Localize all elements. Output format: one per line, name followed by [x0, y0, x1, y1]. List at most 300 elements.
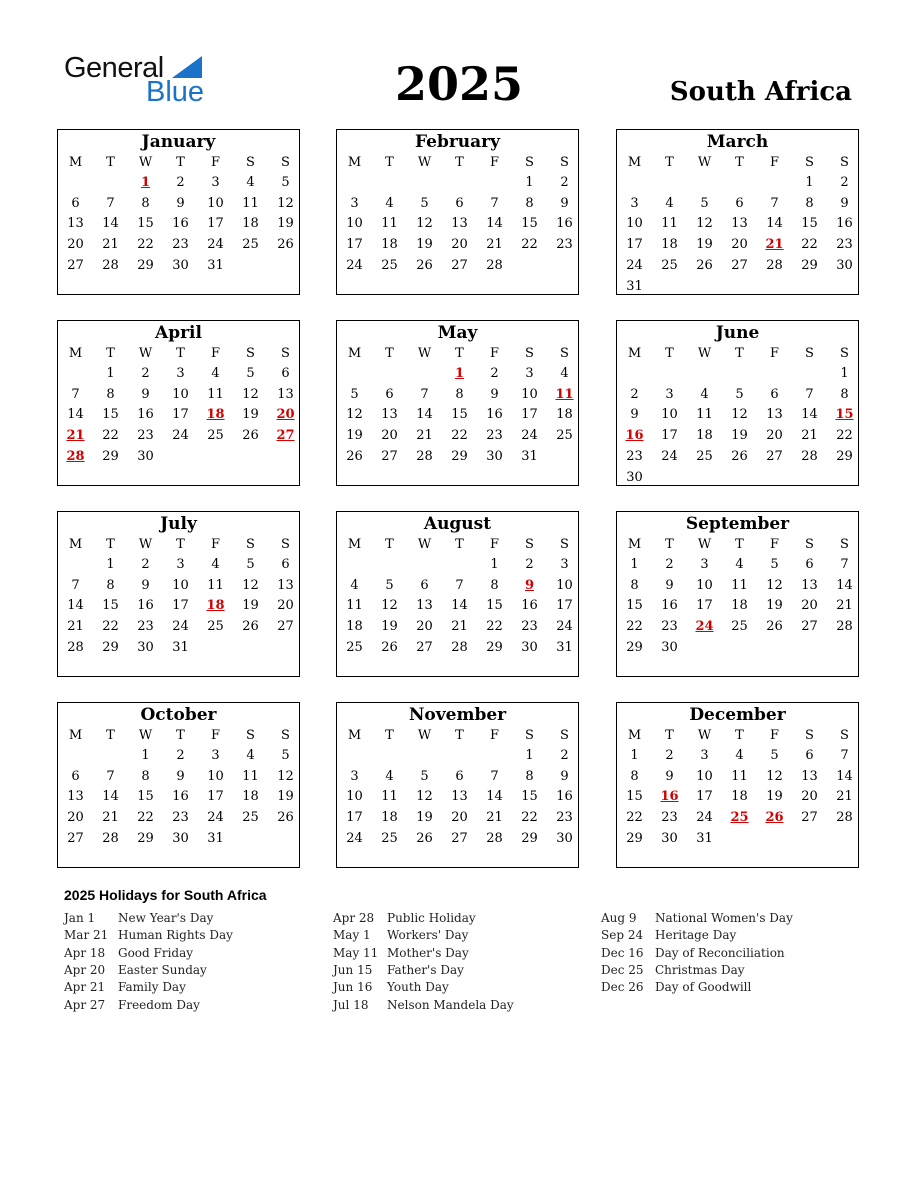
- day-cell: 2: [176, 175, 185, 190]
- weekday-header: S: [805, 537, 814, 552]
- day-cell: 22: [102, 619, 119, 635]
- day-cell: 31: [172, 639, 189, 655]
- day-cell: 1: [141, 748, 150, 763]
- day-cell: 29: [451, 448, 468, 464]
- weekday-header: S: [840, 728, 849, 743]
- day-cell: 3: [211, 748, 220, 763]
- day-cell: 7: [71, 577, 80, 593]
- day-cell: 24: [626, 257, 643, 273]
- weekday-header: T: [455, 155, 464, 170]
- day-cell: 18: [242, 216, 259, 232]
- day-cell: 30: [486, 448, 503, 464]
- day-cell: 29: [836, 448, 853, 464]
- day-cell: 16: [172, 789, 189, 805]
- day-cell: 28: [451, 639, 468, 655]
- day-cell: 12: [766, 577, 783, 593]
- day-cell: 22: [102, 428, 119, 444]
- day-cell: 30: [626, 469, 643, 485]
- day-cell: 19: [346, 428, 363, 444]
- day-cell: 2: [665, 748, 674, 763]
- day-cell: 13: [67, 216, 84, 232]
- weekday-header: S: [805, 728, 814, 743]
- weekday-header: M: [68, 346, 83, 361]
- weekday-header: M: [68, 155, 83, 170]
- day-cell: 10: [661, 407, 678, 423]
- day-cell: 7: [106, 768, 115, 784]
- holiday-date: Apr 18: [64, 945, 106, 960]
- day-cell: 27: [451, 257, 468, 273]
- day-cell: 20: [731, 237, 748, 253]
- day-cell: 14: [486, 789, 503, 805]
- day-cell: 28: [486, 257, 503, 273]
- weekday-header: F: [210, 346, 221, 361]
- day-cell: 23: [661, 810, 678, 826]
- day-cell: 16: [172, 216, 189, 232]
- weekday-header: T: [735, 155, 744, 170]
- month-march: [616, 129, 859, 295]
- day-cell: 23: [556, 237, 573, 253]
- holiday-name: Father's Day: [387, 962, 464, 977]
- day-cell: 23: [172, 237, 189, 253]
- day-cell: 6: [805, 557, 814, 572]
- day-cell: 12: [277, 195, 294, 211]
- day-cell: 23: [626, 448, 643, 464]
- weekday-header: S: [560, 537, 569, 552]
- day-cell: 5: [420, 768, 429, 784]
- day-cell: 9: [665, 577, 674, 593]
- day-cell: 27: [801, 619, 818, 635]
- day-cell: 1: [630, 748, 639, 763]
- day-cell: 19: [416, 810, 433, 826]
- holiday-day-cell: 1: [454, 366, 465, 381]
- weekday-header: S: [281, 728, 290, 743]
- day-cell: 7: [420, 386, 429, 402]
- day-cell: 15: [137, 789, 154, 805]
- day-cell: 16: [556, 216, 573, 232]
- holiday-name: Christmas Day: [655, 962, 745, 977]
- day-cell: 13: [277, 577, 294, 593]
- day-cell: 23: [137, 619, 154, 635]
- weekday-header: S: [281, 155, 290, 170]
- day-cell: 18: [696, 428, 713, 444]
- weekday-header: W: [417, 155, 432, 170]
- day-cell: 29: [102, 639, 119, 655]
- weekday-header: F: [489, 537, 500, 552]
- day-cell: 4: [735, 557, 744, 572]
- day-cell: 2: [141, 557, 150, 572]
- day-cell: 19: [766, 598, 783, 614]
- holiday-name: Heritage Day: [655, 928, 737, 943]
- weekday-header: T: [735, 728, 744, 743]
- month-august: [336, 511, 579, 677]
- day-cell: 22: [486, 619, 503, 635]
- month-september: [616, 511, 859, 677]
- weekday-header: F: [210, 537, 221, 552]
- holiday-name: National Women's Day: [655, 911, 793, 925]
- day-cell: 18: [556, 407, 573, 423]
- day-cell: 20: [801, 789, 818, 805]
- day-cell: 1: [630, 557, 639, 572]
- day-cell: 30: [137, 639, 154, 655]
- day-cell: 9: [560, 768, 569, 784]
- day-cell: 22: [521, 810, 538, 826]
- day-cell: 1: [805, 175, 814, 190]
- day-cell: 4: [211, 366, 220, 381]
- holiday-date: May 1: [333, 928, 371, 943]
- weekday-header: F: [489, 728, 500, 743]
- day-cell: 29: [137, 257, 154, 273]
- weekday-header: T: [106, 155, 115, 170]
- day-cell: 22: [836, 428, 853, 444]
- day-cell: 17: [696, 598, 713, 614]
- holiday-date: Jun 15: [333, 962, 373, 977]
- day-cell: 21: [486, 237, 503, 253]
- holiday-day-cell: 27: [276, 428, 295, 444]
- day-cell: 27: [731, 257, 748, 273]
- holiday-name: Human Rights Day: [118, 928, 233, 943]
- day-cell: 11: [207, 386, 224, 402]
- day-cell: 3: [176, 366, 185, 381]
- holiday-name: Freedom Day: [118, 997, 200, 1012]
- day-cell: 21: [102, 237, 119, 253]
- day-cell: 3: [630, 195, 639, 211]
- day-cell: 26: [416, 830, 433, 846]
- day-cell: 22: [626, 619, 643, 635]
- day-cell: 7: [490, 195, 499, 211]
- day-cell: 17: [521, 407, 538, 423]
- holiday-name: Public Holiday: [387, 911, 476, 925]
- day-cell: 2: [840, 175, 849, 190]
- day-cell: 31: [556, 639, 573, 655]
- day-cell: 22: [626, 810, 643, 826]
- day-cell: 29: [626, 830, 643, 846]
- day-cell: 29: [102, 448, 119, 464]
- day-cell: 5: [281, 175, 290, 190]
- day-cell: 8: [840, 386, 849, 402]
- day-cell: 23: [556, 810, 573, 826]
- day-cell: 27: [381, 448, 398, 464]
- month-name: March: [706, 132, 769, 152]
- day-cell: 19: [277, 789, 294, 805]
- weekday-header: W: [697, 346, 712, 361]
- day-cell: 24: [172, 619, 189, 635]
- day-cell: 2: [490, 366, 499, 381]
- day-cell: 11: [381, 789, 398, 805]
- day-cell: 14: [416, 407, 433, 423]
- weekday-header: S: [246, 155, 255, 170]
- weekday-header: T: [385, 728, 394, 743]
- day-cell: 5: [700, 195, 709, 211]
- day-cell: 26: [381, 639, 398, 655]
- holiday-date: Dec 26: [601, 980, 644, 995]
- holiday-day-cell: 18: [206, 598, 225, 614]
- day-cell: 11: [381, 216, 398, 232]
- weekday-header: W: [138, 346, 153, 361]
- day-cell: 1: [840, 366, 849, 381]
- day-cell: 12: [696, 216, 713, 232]
- day-cell: 30: [661, 830, 678, 846]
- day-cell: 28: [801, 448, 818, 464]
- day-cell: 31: [207, 830, 224, 846]
- weekday-header: T: [665, 346, 674, 361]
- weekday-header: T: [176, 728, 185, 743]
- weekday-header: T: [455, 537, 464, 552]
- weekday-header: S: [840, 346, 849, 361]
- day-cell: 11: [242, 195, 259, 211]
- day-cell: 14: [766, 216, 783, 232]
- month-name: June: [715, 323, 760, 343]
- weekday-header: S: [525, 537, 534, 552]
- day-cell: 4: [385, 195, 394, 211]
- day-cell: 4: [246, 175, 255, 190]
- day-cell: 11: [696, 407, 713, 423]
- day-cell: 27: [277, 619, 294, 635]
- day-cell: 19: [696, 237, 713, 253]
- month-april: [57, 320, 300, 486]
- day-cell: 10: [521, 386, 538, 402]
- month-december: [616, 702, 859, 868]
- day-cell: 2: [665, 557, 674, 572]
- day-cell: 27: [67, 257, 84, 273]
- day-cell: 21: [451, 619, 468, 635]
- day-cell: 10: [172, 386, 189, 402]
- weekday-header: S: [840, 155, 849, 170]
- day-cell: 30: [172, 257, 189, 273]
- day-cell: 14: [801, 407, 818, 423]
- holiday-date: Dec 25: [601, 962, 644, 977]
- day-cell: 15: [102, 407, 119, 423]
- weekday-header: T: [106, 728, 115, 743]
- day-cell: 10: [696, 768, 713, 784]
- holiday-name: Day of Reconciliation: [655, 945, 785, 960]
- day-cell: 3: [700, 748, 709, 763]
- day-cell: 13: [451, 216, 468, 232]
- day-cell: 30: [556, 830, 573, 846]
- day-cell: 10: [696, 577, 713, 593]
- day-cell: 25: [242, 810, 259, 826]
- weekday-header: T: [735, 346, 744, 361]
- day-cell: 1: [490, 557, 499, 572]
- day-cell: 3: [665, 386, 674, 402]
- weekday-header: F: [210, 728, 221, 743]
- weekday-header: T: [385, 537, 394, 552]
- day-cell: 7: [71, 386, 80, 402]
- day-cell: 24: [521, 428, 538, 444]
- day-cell: 27: [416, 639, 433, 655]
- day-cell: 2: [630, 386, 639, 402]
- holiday-date: Jan 1: [64, 911, 96, 925]
- day-cell: 11: [207, 577, 224, 593]
- day-cell: 16: [137, 407, 154, 423]
- day-cell: 26: [277, 237, 294, 253]
- day-cell: 11: [731, 577, 748, 593]
- day-cell: 5: [385, 577, 394, 593]
- day-cell: 14: [486, 216, 503, 232]
- day-cell: 24: [696, 810, 713, 826]
- holiday-day-cell: 15: [835, 407, 854, 423]
- holiday-date: Sep 24: [601, 928, 644, 943]
- day-cell: 13: [416, 598, 433, 614]
- day-cell: 24: [207, 237, 224, 253]
- day-cell: 3: [560, 557, 569, 572]
- day-cell: 19: [242, 407, 259, 423]
- day-cell: 9: [176, 195, 185, 211]
- day-cell: 9: [176, 768, 185, 784]
- day-cell: 22: [137, 810, 154, 826]
- holiday-name: Workers' Day: [387, 928, 469, 943]
- day-cell: 1: [106, 366, 115, 381]
- holiday-day-cell: 24: [695, 619, 714, 635]
- day-cell: 23: [486, 428, 503, 444]
- day-cell: 4: [246, 748, 255, 763]
- month-february: [336, 129, 579, 295]
- weekday-header: W: [697, 728, 712, 743]
- month-name: August: [423, 514, 492, 534]
- day-cell: 3: [176, 557, 185, 572]
- day-cell: 7: [770, 195, 779, 211]
- day-cell: 15: [137, 216, 154, 232]
- day-cell: 28: [486, 830, 503, 846]
- holiday-name: Mother's Day: [387, 945, 469, 960]
- day-cell: 17: [626, 237, 643, 253]
- day-cell: 11: [661, 216, 678, 232]
- day-cell: 10: [346, 789, 363, 805]
- holiday-name: Day of Goodwill: [655, 980, 752, 995]
- weekday-header: T: [176, 155, 185, 170]
- day-cell: 27: [801, 810, 818, 826]
- holiday-day-cell: 28: [66, 448, 85, 464]
- day-cell: 15: [521, 789, 538, 805]
- day-cell: 17: [661, 428, 678, 444]
- day-cell: 15: [486, 598, 503, 614]
- day-cell: 21: [836, 789, 853, 805]
- day-cell: 14: [67, 598, 84, 614]
- logo-text-general: General: [64, 52, 164, 84]
- weekday-header: S: [560, 346, 569, 361]
- weekday-header: S: [525, 728, 534, 743]
- day-cell: 25: [731, 619, 748, 635]
- day-cell: 2: [525, 557, 534, 572]
- day-cell: 17: [556, 598, 573, 614]
- day-cell: 26: [766, 619, 783, 635]
- holiday-day-cell: 21: [765, 237, 784, 253]
- day-cell: 2: [141, 366, 150, 381]
- weekday-header: F: [769, 537, 780, 552]
- weekday-header: M: [347, 346, 362, 361]
- weekday-header: T: [665, 537, 674, 552]
- day-cell: 30: [661, 639, 678, 655]
- weekday-header: W: [417, 728, 432, 743]
- holidays-heading: 2025 Holidays for South Africa: [64, 887, 267, 903]
- weekday-header: M: [68, 728, 83, 743]
- month-name: April: [155, 323, 202, 343]
- day-cell: 7: [106, 195, 115, 211]
- holiday-name: New Year's Day: [118, 911, 214, 925]
- day-cell: 3: [211, 175, 220, 190]
- weekday-header: S: [525, 346, 534, 361]
- day-cell: 24: [172, 428, 189, 444]
- month-name: January: [141, 132, 216, 152]
- weekday-header: S: [560, 728, 569, 743]
- day-cell: 21: [801, 428, 818, 444]
- day-cell: 20: [766, 428, 783, 444]
- day-cell: 30: [521, 639, 538, 655]
- day-cell: 1: [106, 557, 115, 572]
- day-cell: 4: [385, 768, 394, 784]
- holiday-name: Easter Sunday: [118, 962, 207, 977]
- day-cell: 12: [416, 216, 433, 232]
- day-cell: 20: [67, 810, 84, 826]
- day-cell: 16: [836, 216, 853, 232]
- day-cell: 2: [560, 175, 569, 190]
- month-name: December: [689, 705, 786, 725]
- day-cell: 21: [416, 428, 433, 444]
- day-cell: 11: [346, 598, 363, 614]
- holiday-date: Apr 27: [64, 997, 106, 1012]
- day-cell: 11: [242, 768, 259, 784]
- day-cell: 20: [277, 598, 294, 614]
- holiday-date: Apr 20: [64, 962, 106, 977]
- day-cell: 16: [661, 598, 678, 614]
- day-cell: 5: [420, 195, 429, 211]
- day-cell: 29: [521, 830, 538, 846]
- day-cell: 20: [451, 237, 468, 253]
- day-cell: 6: [71, 768, 80, 784]
- day-cell: 12: [242, 577, 259, 593]
- day-cell: 30: [172, 830, 189, 846]
- day-cell: 26: [346, 448, 363, 464]
- weekday-header: W: [138, 728, 153, 743]
- day-cell: 8: [630, 768, 639, 784]
- day-cell: 13: [381, 407, 398, 423]
- day-cell: 3: [350, 768, 359, 784]
- weekday-header: T: [385, 155, 394, 170]
- day-cell: 14: [102, 216, 119, 232]
- day-cell: 24: [346, 830, 363, 846]
- day-cell: 26: [416, 257, 433, 273]
- day-cell: 15: [801, 216, 818, 232]
- day-cell: 4: [700, 386, 709, 402]
- day-cell: 16: [137, 598, 154, 614]
- weekday-header: M: [347, 728, 362, 743]
- day-cell: 19: [277, 216, 294, 232]
- holiday-date: Jun 16: [333, 980, 373, 995]
- day-cell: 1: [525, 748, 534, 763]
- day-cell: 25: [696, 448, 713, 464]
- day-cell: 30: [137, 448, 154, 464]
- weekday-header: W: [697, 155, 712, 170]
- weekday-header: M: [627, 728, 642, 743]
- day-cell: 24: [556, 619, 573, 635]
- month-name: February: [414, 132, 500, 152]
- holiday-date: Mar 21: [64, 928, 109, 943]
- day-cell: 15: [521, 216, 538, 232]
- day-cell: 6: [281, 557, 290, 572]
- day-cell: 5: [350, 386, 359, 402]
- day-cell: 19: [242, 598, 259, 614]
- weekday-header: S: [246, 728, 255, 743]
- day-cell: 21: [836, 598, 853, 614]
- day-cell: 12: [242, 386, 259, 402]
- day-cell: 5: [770, 557, 779, 572]
- day-cell: 30: [836, 257, 853, 273]
- weekday-header: T: [665, 155, 674, 170]
- day-cell: 26: [242, 619, 259, 635]
- day-cell: 9: [141, 386, 150, 402]
- day-cell: 8: [525, 195, 534, 211]
- holiday-date: Apr 21: [64, 980, 106, 995]
- day-cell: 5: [281, 748, 290, 763]
